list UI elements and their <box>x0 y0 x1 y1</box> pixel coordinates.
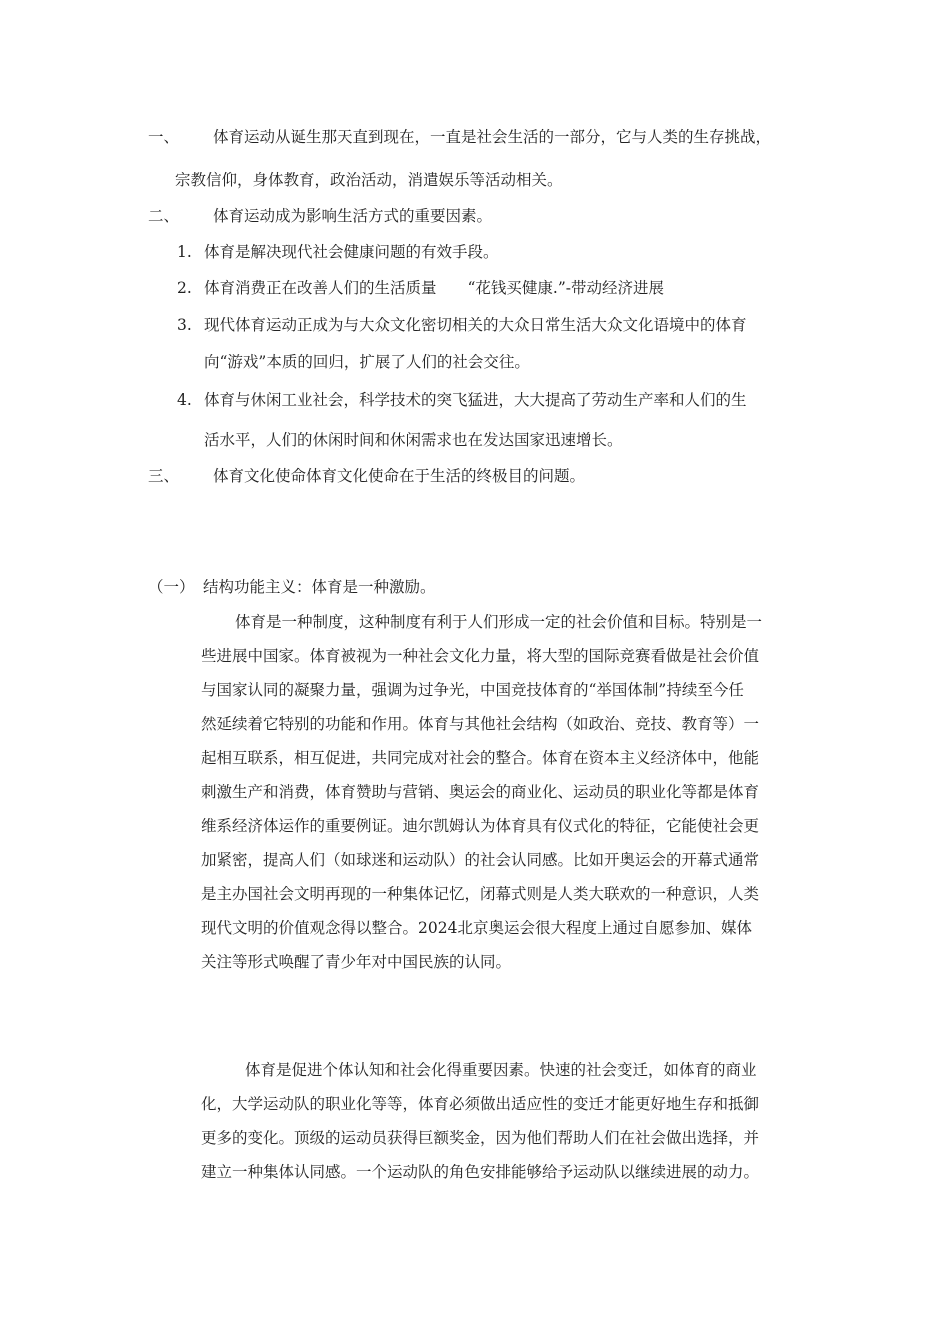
item-4-number: 4. <box>177 391 192 409</box>
paragraph-2-line: 化，大学运动队的职业化等等，体育必须做出适应性的变迁才能更好地生存和抵御 <box>201 1095 760 1113</box>
paragraph-1-line: 与国家认同的凝聚力量，强调为过争光，中国竞技体育的“举国体制”持续至今任 <box>201 681 744 699</box>
item-2-text: 体育消费正在改善人们的生活质量 “花钱买健康.”-带动经济进展 <box>204 279 665 297</box>
item-1-text: 体育是解决现代社会健康问题的有效手段。 <box>204 243 499 261</box>
section-1-line-1: 体育运动从诞生那天直到现在，一直是社会生活的一部分，它与人类的生存挑战， <box>213 128 772 146</box>
paragraph-1-line: 起相互联系，相互促进，共同完成对社会的整合。体育在资本主义经济体中，他能 <box>201 749 760 767</box>
item-3-number: 3. <box>177 316 192 334</box>
section-1-marker: 一、 <box>148 128 180 146</box>
paragraph-1-line: 然延续着它特别的功能和作用。体育与其他社会结构（如政治、竞技、教育等）一 <box>201 715 760 733</box>
item-1-number: 1. <box>177 243 192 261</box>
paragraph-2 <box>201 1053 807 1189</box>
paragraph-1-line: 现代文明的价值观念得以整合。2024北京奥运会很大程度上通过自愿参加、媒体 <box>201 919 752 937</box>
item-2-number: 2. <box>177 279 192 297</box>
item-4-text-line-2: 活水平，人们的休闲时间和休闲需求也在发达国家迅速增长。 <box>204 431 623 449</box>
subsection-title: 结构功能主义：体育是一种激励。 <box>203 578 436 596</box>
item-4-text-line-1: 体育与休闲工业社会，科学技术的突飞猛进，大大提高了劳动生产率和人们的生 <box>204 391 747 409</box>
paragraph-1-line: 体育是一种制度，这种制度有利于人们形成一定的社会价值和目标。特别是一 <box>235 613 763 631</box>
paragraph-1-line: 是主办国社会文明再现的一种集体记忆，闭幕式则是人类大联欢的一种意识，人类 <box>201 885 760 903</box>
paragraph-2-line: 体育是促进个体认知和社会化得重要因素。快速的社会变迁，如体育的商业 <box>245 1061 757 1079</box>
paragraph-1-line: 加紧密，提高人们（如球迷和运动队）的社会认同感。比如开奥运会的开幕式通常 <box>201 851 760 869</box>
subsection-marker: （一） <box>148 578 195 596</box>
paragraph-1-line: 维系经济体运作的重要例证。迪尔凯姆认为体育具有仪式化的特征，它能使社会更 <box>201 817 760 835</box>
item-3-text-line-1: 现代体育运动正成为与大众文化密切相关的大众日常生活大众文化语境中的体育 <box>204 316 747 334</box>
item-3-text-line-2: 向“游戏”本质的回归，扩展了人们的社会交往。 <box>204 353 530 371</box>
paragraph-2-line: 更多的变化。顶级的运动员获得巨额奖金，因为他们帮助人们在社会做出选择，并 <box>201 1129 760 1147</box>
section-2-marker: 二、 <box>148 207 180 225</box>
paragraph-1-line: 些进展中国家。体育被视为一种社会文化力量，将大型的国际竞赛看做是社会价值 <box>201 647 760 665</box>
paragraph-1 <box>201 605 807 979</box>
section-1-line-2: 宗教信仰，身体教育，政治活动，消遣娱乐等活动相关。 <box>175 171 563 189</box>
section-3-heading: 体育文化使命体育文化使命在于生活的终极目的问题。 <box>213 467 586 485</box>
paragraph-1-line: 刺激生产和消费，体育赞助与营销、奥运会的商业化、运动员的职业化等都是体育 <box>201 783 760 801</box>
paragraph-1-line: 关注等形式唤醒了青少年对中国民族的认同。 <box>201 953 512 971</box>
paragraph-2-line: 建立一种集体认同感。一个运动队的角色安排能够给予运动队以继续进展的动力。 <box>201 1163 760 1181</box>
section-2-heading: 体育运动成为影响生活方式的重要因素。 <box>213 207 493 225</box>
section-3-marker: 三、 <box>148 467 180 485</box>
